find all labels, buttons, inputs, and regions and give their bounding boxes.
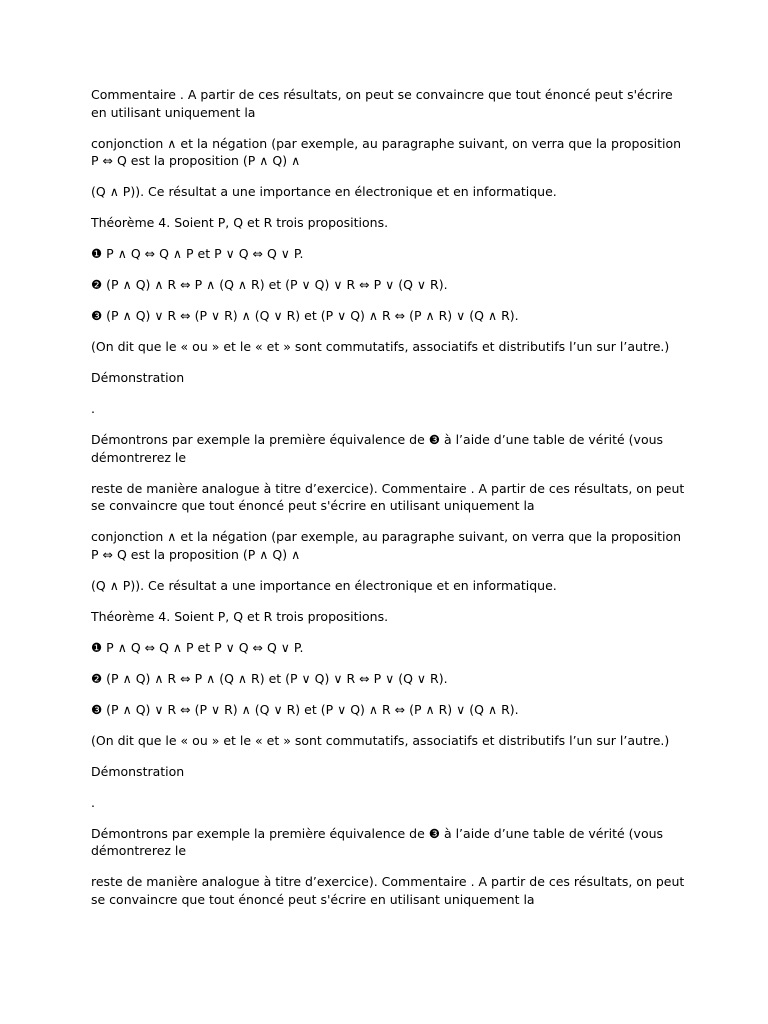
theorem-heading: Théorème 4. Soient P, Q et R trois propositions. bbox=[91, 215, 389, 230]
paragraph: conjonction ∧ et la négation (par exemple, au paragraphe suivant, on verra que la proposition P ⇔ Q est la proposition (P ∧ Q) ∧ bbox=[91, 529, 682, 562]
demonstration-heading: Démonstration bbox=[91, 763, 185, 779]
paragraph: (On dit que le « ou » et le « et » sont commutatifs, associatifs et distributifs l’un sur l’autre.) bbox=[91, 732, 670, 748]
paragraph: Démontrons par exemple la première équivalence de ❸ à l’aide d’une table de vérité (vous démontrerez le bbox=[91, 825, 664, 858]
paragraph: reste de manière analogue à titre d’exercice). Commentaire . A partir de ces résultats, on peut se convaincre que tout énoncé peut s'écrire en utilisant uniquement la bbox=[91, 480, 685, 513]
theorem-item-1: ❶ P ∧ Q ⇔ Q ∧ P et P ∨ Q ⇔ Q ∨ P. bbox=[91, 639, 304, 655]
theorem-item-3: ❸ (P ∧ Q) ∨ R ⇔ (P ∨ R) ∧ (Q ∨ R) et (P ∨ Q) ∧ R ⇔ (P ∧ R) ∨ (Q ∧ R). bbox=[91, 308, 519, 323]
theorem-item-3: ❸ (P ∧ Q) ∨ R ⇔ (P ∨ R) ∧ (Q ∨ R) et (P ∨ Q) ∧ R ⇔ (P ∧ R) ∨ (Q ∧ R). bbox=[91, 701, 519, 717]
paragraph: Commentaire . A partir de ces résultats, on peut se convaincre que tout énoncé peut s'écrire en utilisant uniquement la bbox=[91, 87, 673, 120]
paragraph: conjonction ∧ et la négation (par exemple, au paragraphe suivant, on verra que la proposition P ⇔ Q est la proposition (P ∧ Q) ∧ bbox=[91, 135, 682, 168]
paragraph: (On dit que le « ou » et le « et » sont commutatifs, associatifs et distributifs l’un sur l’autre.) bbox=[91, 339, 670, 354]
demonstration-heading: Démonstration bbox=[91, 370, 185, 385]
paragraph: (Q ∧ P)). Ce résultat a une importance en électronique et en informatique. bbox=[91, 577, 557, 593]
paragraph: (Q ∧ P)). Ce résultat a une importance en électronique et en informatique. bbox=[91, 184, 557, 199]
theorem-item-1: ❶ P ∧ Q ⇔ Q ∧ P et P ∨ Q ⇔ Q ∨ P. bbox=[91, 246, 304, 261]
theorem-item-2: ❷ (P ∧ Q) ∧ R ⇔ P ∧ (Q ∧ R) et (P ∨ Q) ∨ R ⇔ P ∨ (Q ∨ R). bbox=[91, 277, 448, 292]
document-body bbox=[91, 86, 691, 922]
paragraph: reste de manière analogue à titre d’exercice). Commentaire . A partir de ces résultats, on peut se convaincre que tout énoncé peut s'écrire en utilisant uniquement la bbox=[91, 874, 685, 907]
paragraph: . bbox=[91, 401, 95, 416]
theorem-item-2: ❷ (P ∧ Q) ∧ R ⇔ P ∧ (Q ∧ R) et (P ∨ Q) ∨ R ⇔ P ∨ (Q ∨ R). bbox=[91, 670, 448, 686]
theorem-heading: Théorème 4. Soient P, Q et R trois propositions. bbox=[91, 608, 389, 624]
paragraph: . bbox=[91, 794, 95, 810]
paragraph: Démontrons par exemple la première équivalence de ❸ à l’aide d’une table de vérité (vous démontrerez le bbox=[91, 432, 664, 465]
